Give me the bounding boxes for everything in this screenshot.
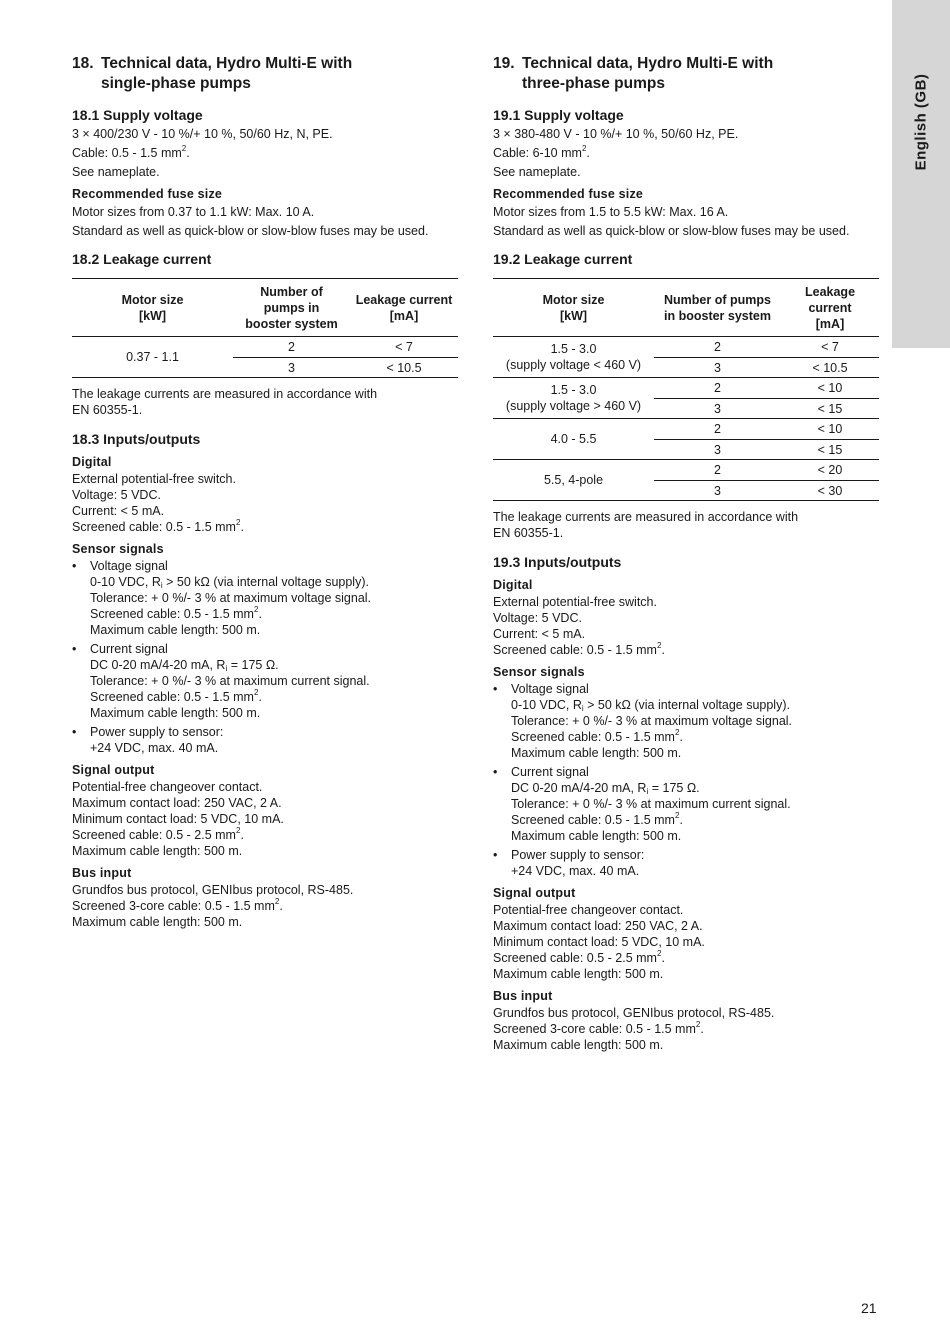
- page-number: 21: [861, 1300, 877, 1316]
- table-row: [493, 460, 879, 481]
- leakage-table: [72, 278, 458, 378]
- bus-text: Screened 3-core cable: 0.5 - 1.5 $mm^2$.: [493, 1020, 704, 1036]
- section-19: [493, 54, 879, 1053]
- current-cell: < 7: [781, 337, 879, 358]
- signal-text: Potential-free changeover contact.: [493, 903, 684, 917]
- current-cell: < 20: [781, 460, 879, 481]
- bus-text: Maximum cable length: 500 m.: [72, 915, 243, 929]
- cable-text: Cable: 0.5 - 1.5 $mm^2$.: [72, 144, 190, 160]
- table-header-row: [72, 279, 458, 337]
- pumps-cell: 2: [654, 460, 781, 481]
- table-header-row: [493, 279, 879, 337]
- bus-text: Screened 3-core cable: 0.5 - 1.5 $mm^2$.: [72, 897, 283, 913]
- signal-text: Maximum cable length: 500 m.: [493, 967, 664, 981]
- current-cell: < 10: [781, 378, 879, 399]
- motor-cell: 5.5, 4-pole: [543, 473, 604, 487]
- current-cell: < 10: [781, 419, 879, 440]
- leakage-note: The leakage currents are measured in accordance with: [493, 510, 799, 524]
- sensor-list: [72, 558, 458, 756]
- leakage-heading: 18.2 Leakage current: [72, 251, 212, 267]
- current-cell: < 15: [817, 401, 843, 416]
- digital-text: Voltage: 5 VDC.: [72, 488, 161, 502]
- bus-input-heading: Bus input: [493, 989, 553, 1003]
- bus-input-heading: Bus input: [72, 866, 132, 880]
- digital-heading: Digital: [72, 455, 112, 469]
- fuse-motor-text: Motor sizes from 1.5 to 5.5 kW: Max. 16 A.: [493, 205, 729, 219]
- leakage-note: The leakage currents are measured in accordance with: [72, 387, 378, 401]
- nameplate-text: See nameplate.: [72, 165, 160, 179]
- sensor-heading: Sensor signals: [72, 542, 164, 556]
- motor-cell: 4.0 - 5.5: [493, 419, 654, 460]
- leakage-note-standard: EN 60355-1.: [493, 526, 564, 540]
- supply-voltage-text: 3 × 400/230 V - 10 %/+ 10 %, 50/60 Hz, N, PE.: [72, 127, 333, 141]
- list-item: • Power supply to sensor: +24 VDC, max. 40 mA.: [493, 848, 645, 878]
- section-18: [72, 54, 458, 930]
- pumps-cell: 3: [714, 483, 721, 498]
- signal-text: Screened cable: 0.5 - 2.5 $mm^2$.: [493, 949, 665, 965]
- motor-cell: 1.5 - 3.0 (supply voltage < 460 V): [493, 337, 654, 378]
- table-row: [493, 378, 879, 399]
- section-title: 18. Technical data, Hydro Multi-E with single-phase pumps: [72, 55, 353, 92]
- leakage-table: [493, 278, 879, 501]
- signal-text: Minimum contact load: 5 VDC, 10 mA.: [493, 935, 705, 949]
- digital-text: Voltage: 5 VDC.: [493, 611, 582, 625]
- current-cell: < 10.5: [812, 360, 848, 375]
- cable-text: Cable: 6-10 $mm^2$.: [493, 144, 590, 160]
- pumps-cell: 2: [654, 378, 781, 399]
- table-row: [493, 337, 879, 358]
- sensor-list: [493, 681, 879, 879]
- nameplate-text: See nameplate.: [493, 165, 581, 179]
- fuse-motor-text: Motor sizes from 0.37 to 1.1 kW: Max. 10 A.: [72, 205, 315, 219]
- supply-voltage-text: 3 × 380-480 V - 10 %/+ 10 %, 50/60 Hz, PE.: [493, 127, 739, 141]
- digital-text: Current: < 5 mA.: [72, 504, 165, 518]
- digital-text: Screened cable: 0.5 - 1.5 $mm^2$.: [72, 518, 244, 534]
- col-leakage: Leakage current [mA]: [804, 284, 856, 331]
- signal-text: Potential-free changeover contact.: [72, 780, 263, 794]
- col-motor-size: Motor size [kW]: [542, 292, 605, 323]
- language-tab: [892, 0, 950, 348]
- digital-text: External potential-free switch.: [72, 472, 236, 486]
- fuse-heading: Recommended fuse size: [72, 187, 223, 201]
- current-cell: < 10.5: [386, 360, 422, 375]
- list-item: • Voltage signal 0-10 VDC, $R_i > 50$ kΩ (via internal voltage supply). Tolerance: + 0 %/- 3 % at maximum voltage signal. Screened cable: 0.5 - 1.5 $mm^2$. Maximum cable length: 500 m.: [72, 559, 372, 637]
- fuse-heading: Recommended fuse size: [493, 187, 644, 201]
- current-cell: < 7: [350, 337, 458, 358]
- current-cell: < 30: [817, 483, 843, 498]
- signal-text: Maximum contact load: 250 VAC, 2 A.: [493, 919, 703, 933]
- pumps-cell: 2: [654, 419, 781, 440]
- pumps-cell: 2: [233, 337, 350, 358]
- bus-text: Grundfos bus protocol, GENIbus protocol, RS-485.: [493, 1006, 775, 1020]
- digital-heading: Digital: [493, 578, 533, 592]
- col-pumps: Number of pumps in booster system: [245, 284, 338, 331]
- signal-text: Maximum cable length: 500 m.: [72, 844, 243, 858]
- signal-text: Screened cable: 0.5 - 2.5 $mm^2$.: [72, 826, 244, 842]
- list-item: • Power supply to sensor: +24 VDC, max. 40 mA.: [72, 725, 224, 755]
- supply-voltage-heading: 18.1 Supply voltage: [72, 107, 203, 123]
- digital-text: Screened cable: 0.5 - 1.5 $mm^2$.: [493, 641, 665, 657]
- leakage-note-standard: EN 60355-1.: [72, 403, 143, 417]
- signal-text: Maximum contact load: 250 VAC, 2 A.: [72, 796, 282, 810]
- fuse-standard-text: Standard as well as quick-blow or slow-blow fuses may be used.: [493, 224, 850, 238]
- list-item: • Current signal DC 0-20 mA/4-20 mA, $R_i = 175$ Ω. Tolerance: + 0 %/- 3 % at maximum current signal. Screened cable: 0.5 - 1.5 $mm^2$. Maximum cable length: 500 m.: [72, 642, 370, 720]
- pumps-cell: 3: [714, 442, 721, 457]
- pumps-cell: 2: [654, 337, 781, 358]
- bus-text: Grundfos bus protocol, GENIbus protocol, RS-485.: [72, 883, 354, 897]
- digital-text: Current: < 5 mA.: [493, 627, 586, 641]
- list-item: • Current signal DC 0-20 mA/4-20 mA, $R_i = 175$ Ω. Tolerance: + 0 %/- 3 % at maximum current signal. Screened cable: 0.5 - 1.5 $mm^2$. Maximum cable length: 500 m.: [493, 765, 791, 843]
- supply-voltage-heading: 19.1 Supply voltage: [493, 107, 624, 123]
- language-tab-label: English (GB): [912, 73, 930, 171]
- sensor-heading: Sensor signals: [493, 665, 585, 679]
- motor-cell: 0.37 - 1.1: [126, 350, 179, 364]
- io-heading: 19.3 Inputs/outputs: [493, 554, 622, 570]
- signal-output-heading: Signal output: [493, 886, 576, 900]
- digital-text: External potential-free switch.: [493, 595, 657, 609]
- col-pumps: Number of pumps in booster system: [664, 292, 771, 323]
- signal-text: Minimum contact load: 5 VDC, 10 mA.: [72, 812, 284, 826]
- leakage-heading: 19.2 Leakage current: [493, 251, 633, 267]
- motor-cell: 1.5 - 3.0 (supply voltage > 460 V): [493, 378, 654, 419]
- pumps-cell: 3: [288, 360, 295, 375]
- col-motor-size: Motor size [kW]: [121, 292, 184, 323]
- pumps-cell: 3: [714, 360, 721, 375]
- section-title: 19. Technical data, Hydro Multi-E with three-phase pumps: [493, 55, 774, 92]
- table-row: [72, 337, 458, 358]
- col-leakage: Leakage current [mA]: [355, 292, 453, 323]
- bus-text: Maximum cable length: 500 m.: [493, 1038, 664, 1052]
- pumps-cell: 3: [714, 401, 721, 416]
- io-heading: 18.3 Inputs/outputs: [72, 431, 201, 447]
- current-cell: < 15: [817, 442, 843, 457]
- table-row: [493, 419, 879, 440]
- signal-output-heading: Signal output: [72, 763, 155, 777]
- list-item: • Voltage signal 0-10 VDC, $R_i > 50$ kΩ (via internal voltage supply). Tolerance: + 0 %/- 3 % at maximum voltage signal. Screened cable: 0.5 - 1.5 $mm^2$. Maximum cable length: 500 m.: [493, 682, 793, 760]
- fuse-standard-text: Standard as well as quick-blow or slow-blow fuses may be used.: [72, 224, 429, 238]
